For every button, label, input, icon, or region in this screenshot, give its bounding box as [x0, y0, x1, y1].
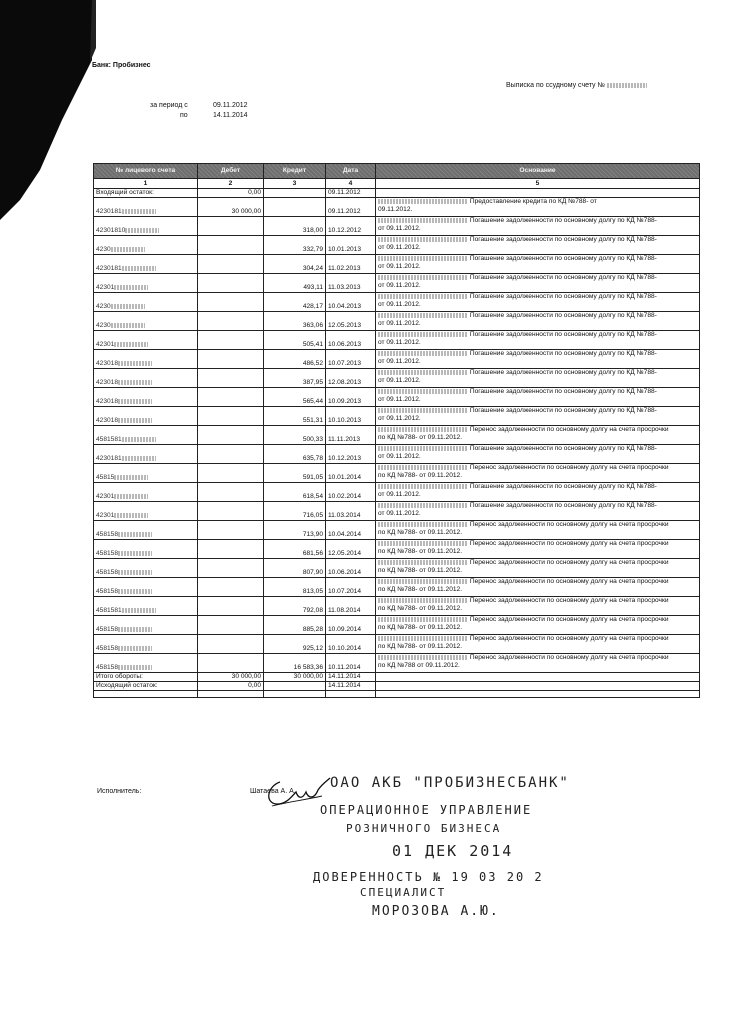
date-cell: 10.12.2013	[326, 445, 376, 464]
column-numbers	[94, 179, 700, 189]
basis-text-line2: от 09.11.2012.	[378, 377, 421, 384]
basis-text-line2: по КД №788 от 09.11.2012.	[378, 662, 460, 669]
basis-text-line2: от 09.11.2012.	[378, 415, 421, 422]
table-row	[94, 350, 700, 369]
credit-cell: 493,11	[264, 274, 326, 293]
table-row	[94, 521, 700, 540]
basis-text: Погашение задолженности по основному долгу по КД №788-	[469, 407, 657, 414]
credit-cell	[264, 198, 326, 217]
basis-text: Перенос задолженности по основному долгу на счета просрочки	[469, 616, 669, 623]
account-number: 458158	[96, 626, 119, 633]
date-cell: 10.07.2014	[326, 578, 376, 597]
account-number: 4230181	[96, 265, 122, 272]
basis-cell	[376, 464, 700, 483]
basis-cell	[376, 654, 700, 673]
credit-cell: 565,44	[264, 388, 326, 407]
date-cell: 12.05.2013	[326, 312, 376, 331]
period-from-value: 09.11.2012	[213, 102, 248, 109]
account-number: 42301	[96, 284, 115, 291]
closing-debit: 0,00	[198, 682, 264, 691]
account-number: 458158	[96, 645, 119, 652]
credit-cell: 387,95	[264, 369, 326, 388]
basis-text: Погашение задолженности по основному долгу по КД №788-	[469, 274, 657, 281]
debit-cell	[198, 540, 264, 559]
account-cell	[94, 293, 198, 312]
credit-cell: 551,31	[264, 407, 326, 426]
date-cell: 11.02.2013	[326, 255, 376, 274]
basis-text-line2: по КД №788- от 09.11.2012.	[378, 472, 463, 479]
table-footer-row	[94, 691, 700, 698]
table-row	[94, 236, 700, 255]
debit-cell	[198, 312, 264, 331]
credit-cell: 16 583,36	[264, 654, 326, 673]
credit-cell: 807,90	[264, 559, 326, 578]
account-cell	[94, 483, 198, 502]
basis-cell	[376, 559, 700, 578]
basis-text-line2: по КД №788- от 09.11.2012.	[378, 624, 463, 631]
account-cell	[94, 198, 198, 217]
basis-cell	[376, 350, 700, 369]
table-row	[94, 502, 700, 521]
table-row	[94, 198, 700, 217]
account-number: 42301	[96, 512, 115, 519]
account-cell	[94, 369, 198, 388]
date-cell: 12.08.2013	[326, 369, 376, 388]
basis-text-line2: по КД №788- от 09.11.2012.	[378, 586, 463, 593]
account-cell	[94, 331, 198, 350]
debit-cell: 30 000,00	[198, 198, 264, 217]
table-header	[94, 164, 700, 179]
basis-cell	[376, 388, 700, 407]
credit-cell: 591,05	[264, 464, 326, 483]
account-cell	[94, 464, 198, 483]
basis-cell	[376, 217, 700, 236]
basis-text-line2: от 09.11.2012.	[378, 339, 421, 346]
account-cell	[94, 274, 198, 293]
basis-text-line2: от 09.11.2012.	[378, 244, 421, 251]
totals-credit: 30 000,00	[264, 673, 326, 682]
debit-cell	[198, 616, 264, 635]
table-row	[94, 616, 700, 635]
basis-text: Перенос задолженности по основному долгу на счета просрочки	[469, 426, 669, 433]
account-cell	[94, 578, 198, 597]
stamp-department: ОПЕРАЦИОННОЕ УПРАВЛЕНИЕ	[320, 803, 533, 817]
debit-cell	[198, 407, 264, 426]
credit-cell: 813,05	[264, 578, 326, 597]
statement-title: Выписка по ссудному счету №	[506, 82, 647, 89]
table-row	[94, 654, 700, 673]
table-row	[94, 559, 700, 578]
table-row	[94, 312, 700, 331]
date-cell: 10.06.2014	[326, 559, 376, 578]
table-row	[94, 426, 700, 445]
col-credit: Кредит	[264, 164, 326, 179]
totals-row	[94, 673, 700, 682]
account-number: 4230	[96, 322, 111, 329]
date-cell: 11.11.2013	[326, 426, 376, 445]
debit-cell	[198, 597, 264, 616]
basis-cell	[376, 616, 700, 635]
basis-text: Перенос задолженности по основному долгу на счета просрочки	[469, 464, 669, 471]
account-cell	[94, 350, 198, 369]
colnum: 3	[264, 179, 326, 189]
account-number: 423018	[96, 379, 119, 386]
basis-text: Перенос задолженности по основному долгу на счета просрочки	[469, 578, 669, 585]
basis-cell	[376, 578, 700, 597]
basis-text: Погашение задолженности по основному долгу по КД №788-	[469, 255, 657, 262]
debit-cell	[198, 255, 264, 274]
table-row	[94, 331, 700, 350]
basis-text-line2: по КД №788- от 09.11.2012.	[378, 548, 463, 555]
debit-cell	[198, 483, 264, 502]
stamp-department-line2: РОЗНИЧНОГО БИЗНЕСА	[346, 822, 502, 835]
date-cell: 10.10.2013	[326, 407, 376, 426]
credit-cell: 716,05	[264, 502, 326, 521]
credit-cell: 318,00	[264, 217, 326, 236]
account-number: 4230	[96, 246, 111, 253]
credit-cell: 363,06	[264, 312, 326, 331]
basis-text-line2: от 09.11.2012.	[378, 225, 421, 232]
account-cell	[94, 502, 198, 521]
basis-cell	[376, 521, 700, 540]
account-cell	[94, 654, 198, 673]
basis-text-line2: от 09.11.2012.	[378, 282, 421, 289]
date-cell: 10.09.2013	[326, 388, 376, 407]
debit-cell	[198, 236, 264, 255]
basis-text: Перенос задолженности по основному долгу на счета просрочки	[469, 597, 669, 604]
basis-text: Погашение задолженности по основному долгу по КД №788-	[469, 388, 657, 395]
account-number: 423018	[96, 360, 119, 367]
totals-label: Итого обороты:	[94, 673, 198, 682]
basis-cell	[376, 274, 700, 293]
debit-cell	[198, 445, 264, 464]
table-row	[94, 483, 700, 502]
account-cell	[94, 426, 198, 445]
table-row	[94, 464, 700, 483]
basis-cell	[376, 312, 700, 331]
table-row	[94, 635, 700, 654]
date-cell: 10.07.2013	[326, 350, 376, 369]
credit-cell: 304,24	[264, 255, 326, 274]
date-cell: 10.01.2014	[326, 464, 376, 483]
table-row	[94, 388, 700, 407]
debit-cell	[198, 293, 264, 312]
basis-text: Перенос задолженности по основному долгу на счета просрочки	[469, 559, 669, 566]
basis-text-line2: от 09.11.2012.	[378, 510, 421, 517]
basis-cell	[376, 407, 700, 426]
table-row	[94, 293, 700, 312]
date-cell: 10.04.2014	[326, 521, 376, 540]
bank-name: Банк: Пробизнес	[92, 62, 151, 69]
debit-cell	[198, 654, 264, 673]
credit-cell: 500,33	[264, 426, 326, 445]
date-cell: 10.04.2013	[326, 293, 376, 312]
table-row	[94, 369, 700, 388]
basis-cell	[376, 198, 700, 217]
date-cell: 11.03.2014	[326, 502, 376, 521]
debit-cell	[198, 426, 264, 445]
debit-cell	[198, 502, 264, 521]
basis-cell	[376, 445, 700, 464]
period-to-label: по	[180, 112, 188, 119]
basis-cell	[376, 236, 700, 255]
basis-text-line2: по КД №788- от 09.11.2012.	[378, 605, 463, 612]
totals-date: 14.11.2014	[326, 673, 376, 682]
basis-text-line2: от 09.11.2012.	[378, 320, 421, 327]
debit-cell	[198, 559, 264, 578]
account-cell	[94, 236, 198, 255]
credit-cell: 486,52	[264, 350, 326, 369]
date-cell: 11.03.2013	[326, 274, 376, 293]
stamp-power-of-attorney: ДОВЕРЕННОСТЬ № 19 03 20 2	[313, 870, 544, 884]
basis-cell	[376, 255, 700, 274]
basis-text: Погашение задолженности по основному долгу по КД №788-	[469, 331, 657, 338]
credit-cell: 792,08	[264, 597, 326, 616]
account-cell	[94, 540, 198, 559]
basis-text-line2: 09.11.2012.	[378, 206, 413, 213]
basis-text-line2: по КД №788- от 09.11.2012.	[378, 643, 463, 650]
basis-text: Погашение задолженности по основному долгу по КД №788-	[469, 312, 657, 319]
date-cell: 10.11.2014	[326, 654, 376, 673]
basis-text: Перенос задолженности по основному долгу на счета просрочки	[469, 521, 669, 528]
basis-text: Погашение задолженности по основному долгу по КД №788-	[469, 236, 657, 243]
closing-label: Исходящий остаток:	[94, 682, 198, 691]
account-cell	[94, 635, 198, 654]
colnum: 5	[376, 179, 700, 189]
account-number: 458158	[96, 550, 119, 557]
opening-date: 09.11.2012	[326, 189, 376, 198]
basis-text: Погашение задолженности по основному долгу по КД №788-	[469, 445, 657, 452]
table-row	[94, 255, 700, 274]
col-date: Дата	[326, 164, 376, 179]
basis-text: Погашение задолженности по основному долгу по КД №788-	[469, 369, 657, 376]
stamp-role: СПЕЦИАЛИСТ	[360, 886, 447, 899]
table-row	[94, 407, 700, 426]
credit-cell: 925,12	[264, 635, 326, 654]
account-cell	[94, 312, 198, 331]
basis-text-line2: от 09.11.2012.	[378, 301, 421, 308]
account-number: 423018	[96, 398, 119, 405]
basis-cell	[376, 293, 700, 312]
closing-balance-row	[94, 682, 700, 691]
account-cell	[94, 521, 198, 540]
table-row	[94, 445, 700, 464]
account-cell	[94, 559, 198, 578]
account-number: 4230181	[96, 208, 122, 215]
colnum: 1	[94, 179, 198, 189]
debit-cell	[198, 217, 264, 236]
col-debit: Дебет	[198, 164, 264, 179]
account-number: 4581581	[96, 436, 122, 443]
account-number: 458158	[96, 531, 119, 538]
opening-balance-row	[94, 189, 700, 198]
basis-cell	[376, 597, 700, 616]
period-to-value: 14.11.2014	[213, 112, 248, 119]
executor-name: Шатаева А. А.	[250, 788, 296, 795]
basis-text-line2: по КД №788- от 09.11.2012.	[378, 529, 463, 536]
basis-text-line2: от 09.11.2012.	[378, 453, 421, 460]
debit-cell	[198, 388, 264, 407]
period-from-label: за период с	[150, 102, 188, 109]
table-row	[94, 578, 700, 597]
debit-cell	[198, 274, 264, 293]
basis-text-line2: от 09.11.2012.	[378, 396, 421, 403]
stamp-bank: ОАО АКБ "ПРОБИЗНЕСБАНК"	[330, 775, 570, 791]
statement-table	[93, 163, 700, 698]
col-account: № лицевого счета	[94, 164, 198, 179]
basis-text-line2: по КД №788- от 09.11.2012.	[378, 434, 463, 441]
table-row	[94, 540, 700, 559]
date-cell: 10.06.2013	[326, 331, 376, 350]
closing-date: 14.11.2014	[326, 682, 376, 691]
basis-cell	[376, 502, 700, 521]
opening-debit: 0,00	[198, 189, 264, 198]
date-cell: 10.09.2014	[326, 616, 376, 635]
account-cell	[94, 255, 198, 274]
basis-text-line2: по КД №788- от 09.11.2012.	[378, 567, 463, 574]
basis-cell	[376, 426, 700, 445]
date-cell: 11.08.2014	[326, 597, 376, 616]
account-cell	[94, 388, 198, 407]
account-cell	[94, 597, 198, 616]
debit-cell	[198, 350, 264, 369]
credit-cell: 713,90	[264, 521, 326, 540]
credit-cell: 635,78	[264, 445, 326, 464]
debit-cell	[198, 369, 264, 388]
account-cell	[94, 407, 198, 426]
stamp-date: 01 ДЕК 2014	[392, 842, 514, 860]
basis-text: Предоставление кредита по КД №788- от	[469, 198, 597, 205]
credit-cell: 332,79	[264, 236, 326, 255]
basis-cell	[376, 483, 700, 502]
credit-cell: 618,54	[264, 483, 326, 502]
stamp-person: МОРОЗОВА А.Ю.	[372, 904, 500, 919]
account-number: 45815	[96, 474, 115, 481]
basis-text: Погашение задолженности по основному долгу по КД №788-	[469, 217, 657, 224]
account-number: 458158	[96, 664, 119, 671]
account-number: 458158	[96, 588, 119, 595]
basis-text: Погашение задолженности по основному долгу по КД №788-	[469, 483, 657, 490]
basis-cell	[376, 369, 700, 388]
account-cell	[94, 445, 198, 464]
debit-cell	[198, 635, 264, 654]
debit-cell	[198, 578, 264, 597]
account-number: 458158	[96, 569, 119, 576]
credit-cell: 428,17	[264, 293, 326, 312]
date-cell: 10.01.2013	[326, 236, 376, 255]
credit-cell: 681,56	[264, 540, 326, 559]
table-row	[94, 274, 700, 293]
credit-cell: 885,28	[264, 616, 326, 635]
col-basis: Основание	[376, 164, 700, 179]
credit-cell: 505,41	[264, 331, 326, 350]
date-cell: 09.11.2012	[326, 198, 376, 217]
basis-text-line2: от 09.11.2012.	[378, 263, 421, 270]
basis-text: Погашение задолженности по основному долгу по КД №788-	[469, 350, 657, 357]
colnum: 4	[326, 179, 376, 189]
basis-text: Погашение задолженности по основному долгу по КД №788-	[469, 293, 657, 300]
basis-cell	[376, 540, 700, 559]
account-number: 42301810	[96, 227, 126, 234]
totals-debit: 30 000,00	[198, 673, 264, 682]
account-number: 42301	[96, 493, 115, 500]
basis-text: Перенос задолженности по основному долгу на счета просрочки	[469, 654, 669, 661]
table-row	[94, 597, 700, 616]
date-cell: 10.02.2014	[326, 483, 376, 502]
date-cell: 12.05.2014	[326, 540, 376, 559]
basis-text-line2: от 09.11.2012.	[378, 491, 421, 498]
executor-label: Исполнитель:	[97, 788, 142, 795]
account-number: 423018	[96, 417, 119, 424]
basis-text: Погашение задолженности по основному долгу по КД №788-	[469, 502, 657, 509]
debit-cell	[198, 331, 264, 350]
debit-cell	[198, 521, 264, 540]
account-number: 4230181	[96, 455, 122, 462]
debit-cell	[198, 464, 264, 483]
table-row	[94, 217, 700, 236]
basis-text: Перенос задолженности по основному долгу на счета просрочки	[469, 540, 669, 547]
basis-cell	[376, 331, 700, 350]
account-number: 4581581	[96, 607, 122, 614]
opening-label: Входящий остаток:	[94, 189, 198, 198]
basis-text: Перенос задолженности по основному долгу на счета просрочки	[469, 635, 669, 642]
account-number: 42301	[96, 341, 115, 348]
account-cell	[94, 217, 198, 236]
account-cell	[94, 616, 198, 635]
colnum: 2	[198, 179, 264, 189]
basis-text-line2: от 09.11.2012.	[378, 358, 421, 365]
basis-cell	[376, 635, 700, 654]
date-cell: 10.10.2014	[326, 635, 376, 654]
date-cell: 10.12.2012	[326, 217, 376, 236]
account-number: 4230	[96, 303, 111, 310]
